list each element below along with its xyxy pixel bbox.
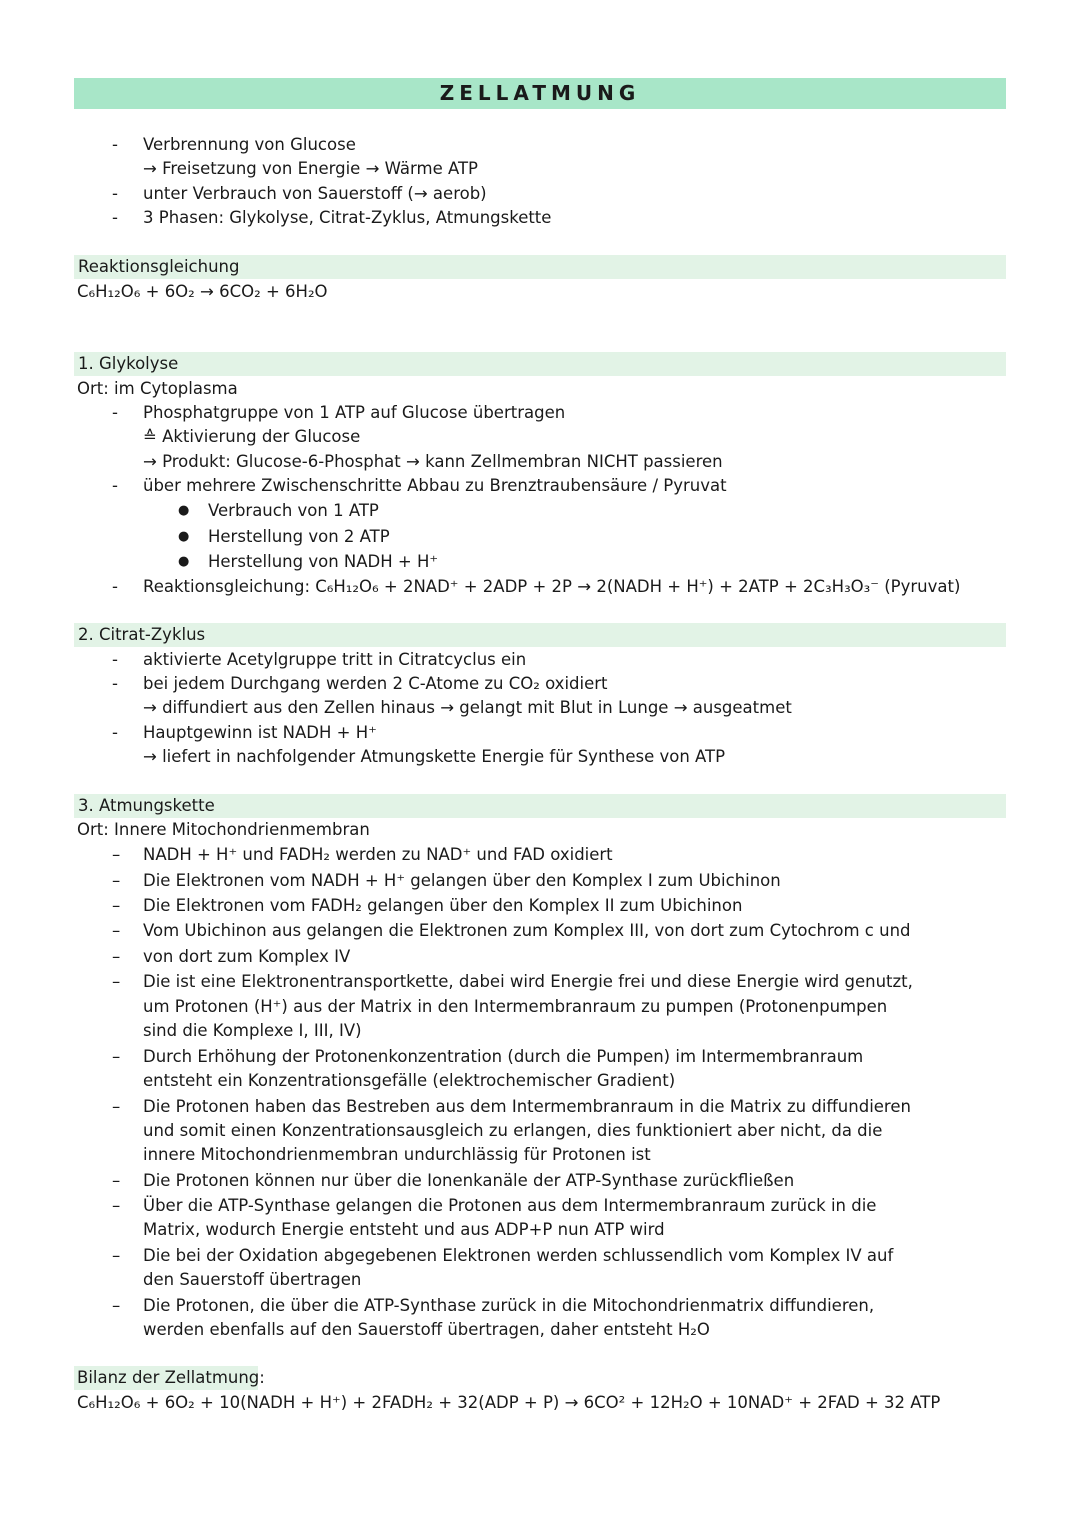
section-heading-atmung: 3. Atmungskette: [74, 794, 1006, 818]
dash: –: [112, 1196, 121, 1215]
citrat-line: Hauptgewinn ist NADH + H⁺: [143, 723, 377, 742]
atmung-line: sind die Komplexe I, III, IV): [143, 1021, 362, 1040]
dash: -: [112, 208, 118, 227]
glykolyse-line: über mehrere Zwischenschritte Abbau zu Brenztraubensäure / Pyruvat: [143, 476, 727, 495]
dash: –: [112, 972, 121, 991]
atmung-ort: Ort: Innere Mitochondrienmembran: [77, 820, 370, 839]
atmung-line: den Sauerstoff übertragen: [143, 1270, 362, 1289]
atmung-line: Die Protonen, die über die ATP-Synthase zurück in die Mitochondrienmatrix diffundieren,: [143, 1296, 875, 1315]
glykolyse-line: Phosphatgruppe von 1 ATP auf Glucose übertragen: [143, 403, 566, 422]
dash: -: [112, 135, 118, 154]
section-heading-citrat: 2. Citrat-Zyklus: [74, 623, 1006, 647]
atmung-line: innere Mitochondrienmembran undurchlässig für Protonen ist: [143, 1145, 651, 1164]
dash: –: [112, 1047, 121, 1066]
atmung-line: werden ebenfalls auf den Sauerstoff übertragen, daher entsteht H₂O: [143, 1320, 710, 1339]
bilanz-heading: Bilanz der Zellatmung:: [77, 1368, 265, 1387]
bullet: ●: [178, 503, 190, 518]
dash: -: [112, 184, 118, 203]
citrat-line: → diffundiert aus den Zellen hinaus → gelangt mit Blut in Lunge → ausgeatmet: [143, 698, 792, 717]
atmung-line: Die Protonen können nur über die Ionenkanäle der ATP-Synthase zurückfließen: [143, 1171, 795, 1190]
atmung-line: Durch Erhöhung der Protonenkonzentration (durch die Pumpen) im Intermembranraum: [143, 1047, 864, 1066]
intro-line-1: Verbrennung von Glucose: [143, 135, 356, 154]
atmung-line: Die Elektronen vom FADH₂ gelangen über den Komplex II zum Ubichinon: [143, 896, 743, 915]
intro-line-3: unter Verbrauch von Sauerstoff (→ aerob): [143, 184, 487, 203]
atmung-line: Die Elektronen vom NADH + H⁺ gelangen über den Komplex I zum Ubichinon: [143, 871, 781, 890]
dash: –: [112, 1171, 121, 1190]
dash: –: [112, 947, 121, 966]
atmung-line: NADH + H⁺ und FADH₂ werden zu NAD⁺ und FAD oxidiert: [143, 845, 613, 864]
glykolyse-bullet-item: Herstellung von NADH + H⁺: [208, 552, 439, 571]
bullet: ●: [178, 554, 190, 569]
dash: -: [112, 650, 118, 669]
glykolyse-line: ≙ Aktivierung der Glucose: [143, 427, 361, 446]
atmung-line: Vom Ubichinon aus gelangen die Elektronen zum Komplex III, von dort zum Cytochrom c und: [143, 921, 911, 940]
atmung-line: und somit einen Konzentrationsausgleich zu erlangen, dies funktioniert aber nicht, da die: [143, 1121, 883, 1140]
glykolyse-bullet-item: Herstellung von 2 ATP: [208, 527, 390, 546]
dash: -: [112, 403, 118, 422]
atmung-line: Die bei der Oxidation abgegebenen Elektronen werden schlussendlich vom Komplex IV auf: [143, 1246, 894, 1265]
atmung-line: Über die ATP-Synthase gelangen die Protonen aus dem Intermembranraum zurück in die: [143, 1196, 877, 1215]
glykolyse-reaction: Reaktionsgleichung: C₆H₁₂O₆ + 2NAD⁺ + 2ADP + 2P → 2(NADH + H⁺) + 2ATP + 2C₃H₃O₃⁻ (Pyruvat): [143, 577, 961, 596]
section-heading-reaction: Reaktionsgleichung: [74, 255, 1006, 279]
glykolyse-ort: Ort: im Cytoplasma: [77, 379, 238, 398]
bilanz-equation: C₆H₁₂O₆ + 6O₂ + 10(NADH + H⁺) + 2FADH₂ + 32(ADP + P) → 6CO² + 12H₂O + 10NAD⁺ + 2FAD + 32 ATP: [77, 1393, 941, 1412]
dash: –: [112, 845, 121, 864]
dash: –: [112, 1246, 121, 1265]
atmung-line: um Protonen (H⁺) aus der Matrix in den Intermembranraum zu pumpen (Protonenpumpen: [143, 997, 888, 1016]
bullet: ●: [178, 529, 190, 544]
reaction-equation: C₆H₁₂O₆ + 6O₂ → 6CO₂ + 6H₂O: [77, 282, 328, 301]
dash: –: [112, 896, 121, 915]
citrat-line: aktivierte Acetylgruppe tritt in Citratcyclus ein: [143, 650, 527, 669]
atmung-line: Die ist eine Elektronentransportkette, dabei wird Energie frei und diese Energie wird genutzt,: [143, 972, 913, 991]
citrat-line: → liefert in nachfolgender Atmungskette Energie für Synthese von ATP: [143, 747, 726, 766]
atmung-line: von dort zum Komplex IV: [143, 947, 351, 966]
intro-line-4: 3 Phasen: Glykolyse, Citrat-Zyklus, Atmungskette: [143, 208, 552, 227]
section-heading-glykolyse: 1. Glykolyse: [74, 352, 1006, 376]
atmung-line: entsteht ein Konzentrationsgefälle (elektrochemischer Gradient): [143, 1071, 676, 1090]
citrat-line: bei jedem Durchgang werden 2 C-Atome zu CO₂ oxidiert: [143, 674, 608, 693]
dash: –: [112, 1296, 121, 1315]
dash: -: [112, 577, 118, 596]
dash: -: [112, 674, 118, 693]
atmung-line: Die Protonen haben das Bestreben aus dem Intermembranraum in die Matrix zu diffundieren: [143, 1097, 911, 1116]
glykolyse-line: → Produkt: Glucose-6-Phosphat → kann Zellmembran NICHT passieren: [143, 452, 723, 471]
intro-line-2: → Freisetzung von Energie → Wärme ATP: [143, 159, 479, 178]
dash: –: [112, 1097, 121, 1116]
dash: -: [112, 723, 118, 742]
dash: -: [112, 476, 118, 495]
dash: –: [112, 921, 121, 940]
glykolyse-bullet-item: Verbrauch von 1 ATP: [208, 501, 379, 520]
atmung-line: Matrix, wodurch Energie entsteht und aus ADP+P nun ATP wird: [143, 1220, 665, 1239]
page-title: ZELLATMUNG: [74, 78, 1006, 109]
dash: –: [112, 871, 121, 890]
